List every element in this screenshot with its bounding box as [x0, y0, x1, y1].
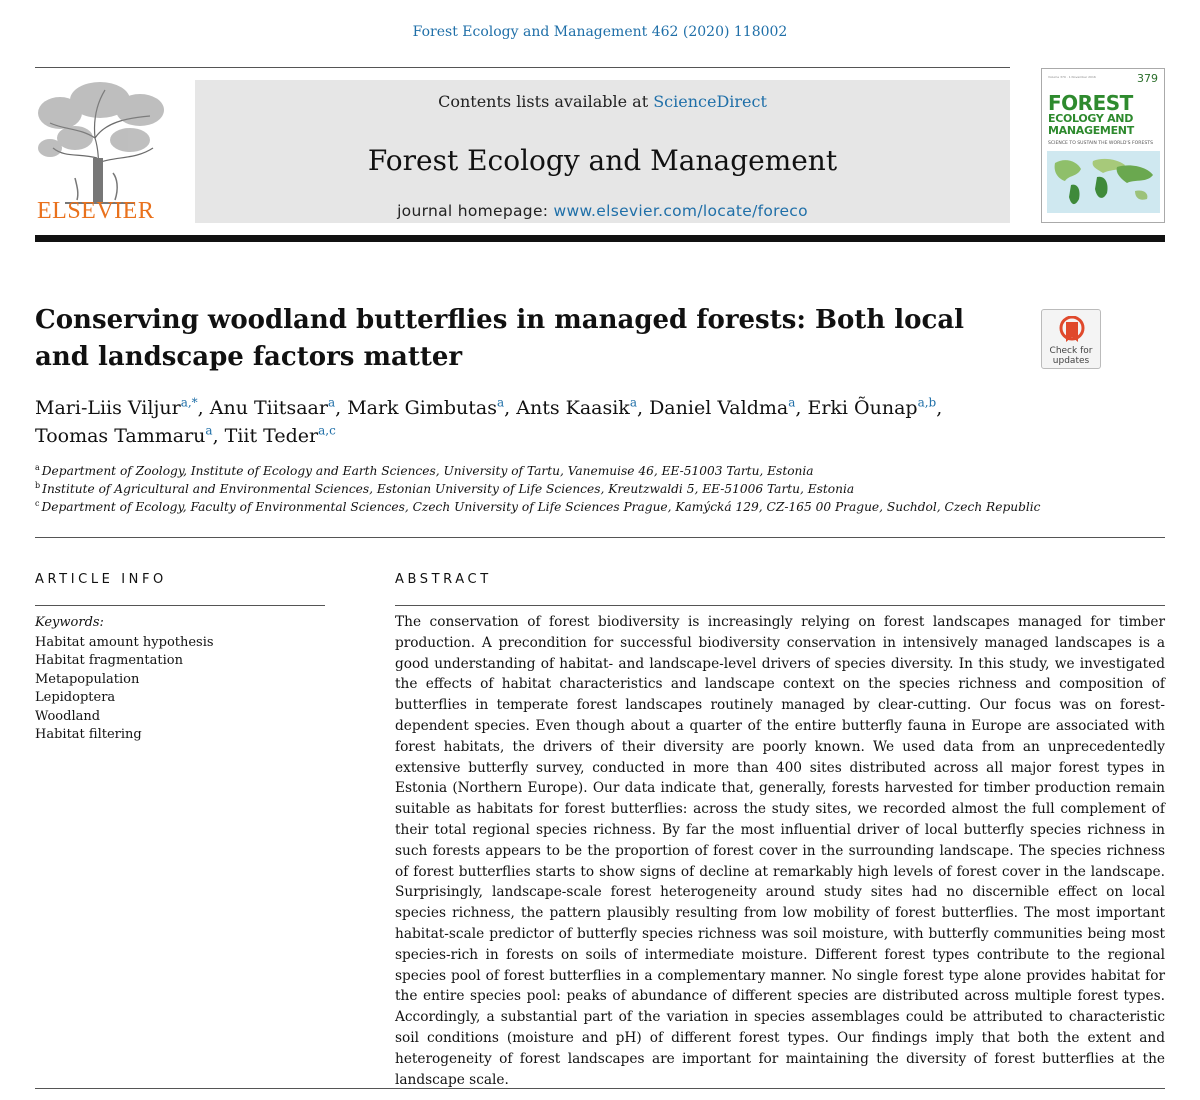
- author[interactable]: Mari-Liis Viljur$^{a,*}$: [35, 395, 198, 419]
- world-map-icon: [1047, 151, 1160, 213]
- masthead: [35, 68, 1165, 226]
- elsevier-wordmark: ELSEVIER: [37, 198, 155, 224]
- keywords-label: Keywords:: [35, 615, 104, 630]
- bookmark-update-icon: [1059, 316, 1085, 346]
- cover-title-rest: [1048, 113, 1134, 137]
- keyword-item: Lepidoptera: [35, 690, 116, 706]
- affiliation-item: $^a$ Department of Zoology, Institute of Ecology and Earth Sciences, University of Tartu, Vanemuise 46, EE-51003 Tartu, Estonia: [35, 462, 814, 478]
- keywords-list: [35, 634, 214, 744]
- abstract-heading: ABSTRACT: [395, 572, 492, 587]
- bottom-divider: [35, 1088, 1165, 1089]
- author[interactable]: Mark Gimbutas$^a$: [347, 395, 505, 419]
- contents-line: [195, 92, 1010, 111]
- keyword-item: Habitat amount hypothesis: [35, 635, 214, 650]
- homepage-line: [195, 202, 1010, 220]
- journal-banner: [195, 80, 1010, 223]
- keyword-item: Habitat filtering: [35, 727, 142, 743]
- check-for-updates-line2: updates: [1052, 356, 1090, 366]
- journal-cover-thumbnail[interactable]: [1041, 68, 1165, 223]
- check-for-updates-button[interactable]: [1041, 309, 1101, 369]
- keyword-item: Woodland: [35, 708, 101, 724]
- cover-title-forest: FOREST: [1048, 91, 1133, 115]
- check-for-updates-label: [1042, 346, 1100, 366]
- cover-subtitle: SCIENCE TO SUSTAIN THE WORLD'S FORESTS: [1048, 141, 1154, 146]
- abstract-text: The conservation of forest biodiversity is increasingly relying on forest landscapes managed for timber production. A precondition for successful biodiversity conservation in intensively managed landscapes is a good understanding of habitat- and landscape-level drivers of species diversity. In this study, we investigated the effects of habitat characteristics and landscape context on the species richness and composition of butterflies in temperate forest landscapes routinely managed by clear-cutting. Our focus was on forest-dependent species. Even though about a quarter of the entire butterfly fauna in Europe are associated with forest habitats, the drivers of their diversity are poorly known. We used data from an unprecedentedly extensive butterfly survey, conducted in more than 400 sites distributed across all major forest types in Estonia (Northern Europe). Our data indicate that, generally, forests harvested for timber production remain suitable as habitats for forest butterflies: across the study sites, we recorded almost the full complement of their total regional species richness. By far the most influential driver of local butterfly species richness in such forests appears to be the proportion of forest cover in the surrounding landscape. The species richness of forest butterflies starts to show signs of decline at remarkably high levels of forest cover in the landscape. Surprisingly, landscape-scale forest heterogeneity around study sites had no discernible effect on local species richness, the pattern plausibly resulting from low mobility of forest butterflies. The most important habitat-scale predictor of butterfly species richness was soil moisture, with butterfly communities being most species-rich in forests on soils of intermediate moisture. Different forest types contribute to the regional species pool of forest butterflies in a complementary manner. No single forest type alone provides habitat for the entire species pool: peaks of abundance of different species are distributed across multiple forest types. Accordingly, a substantial part of the variation in species assemblages could be attributed to characteristic soil conditions (moisture and pH) of different forest types. Our findings imply that both the extent and heterogeneity of forest landscapes are important for maintaining the diversity of forest butterflies at the landscape scale.: [395, 614, 1165, 1088]
- keyword-item: Habitat fragmentation: [35, 653, 183, 669]
- contents-prefix: Contents lists available at: [438, 92, 654, 111]
- author[interactable]: Anu Tiitsaar$^a$: [209, 395, 336, 419]
- author[interactable]: Ants Kaasik$^a$: [516, 395, 637, 419]
- affiliation-list: [35, 462, 1165, 516]
- cover-volume-line: Volume 379 · 1 November 2016: [1048, 75, 1096, 79]
- keyword-item: Metapopulation: [35, 671, 140, 687]
- journal-name: Forest Ecology and Management: [367, 144, 838, 177]
- affiliation-item: $^c$ Department of Ecology, Faculty of Environmental Sciences, Czech University of Life Sciences Prague, Kamýcká 129, CZ-165 00 Prague, Suchdol, Czech Republic: [35, 498, 1041, 514]
- author[interactable]: Erki Õunap$^{a,b}$: [807, 395, 937, 419]
- section-divider: [35, 537, 1165, 538]
- article-title: Conserving woodland butterflies in managed forests: Both local and landscape factors matter: [35, 305, 965, 372]
- abstract-rule: [395, 605, 1165, 606]
- cover-volume-number: 379: [1137, 72, 1158, 85]
- sciencedirect-link[interactable]: ScienceDirect: [653, 92, 767, 111]
- author[interactable]: Daniel Valdma$^a$: [649, 395, 796, 419]
- check-for-updates-line1: Check for: [1049, 346, 1093, 356]
- citation-header[interactable]: Forest Ecology and Management 462 (2020) 118002: [412, 24, 788, 40]
- affiliation-item: $^b$ Institute of Agricultural and Environmental Sciences, Estonian University of Life Sciences, Kreutzwaldi 5, EE-51006 Tartu, Estonia: [35, 480, 855, 496]
- journal-homepage-link[interactable]: www.elsevier.com/locate/foreco: [553, 202, 808, 220]
- author[interactable]: Toomas Tammaru$^a$: [35, 423, 213, 447]
- author-list: Mari-Liis Viljur$^{a,*}$, Anu Tiitsaar$^a$, Mark Gimbutas$^a$, Ants Kaasik$^a$, Daniel Valdma$^a$, Erki Õunap$^{a,b}$, Toomas Tammaru$^a$, Tiit Teder$^{a,c}$: [35, 395, 943, 447]
- author[interactable]: Tiit Teder$^{a,c}$: [224, 423, 336, 447]
- article-info-rule: [35, 605, 325, 606]
- cover-title-line2: ECOLOGY AND: [1048, 112, 1134, 125]
- cover-title-line3: MANAGEMENT: [1048, 124, 1134, 137]
- masthead-divider: [35, 235, 1165, 242]
- article-info-heading: ARTICLE INFO: [35, 572, 167, 587]
- homepage-prefix: journal homepage:: [397, 202, 554, 220]
